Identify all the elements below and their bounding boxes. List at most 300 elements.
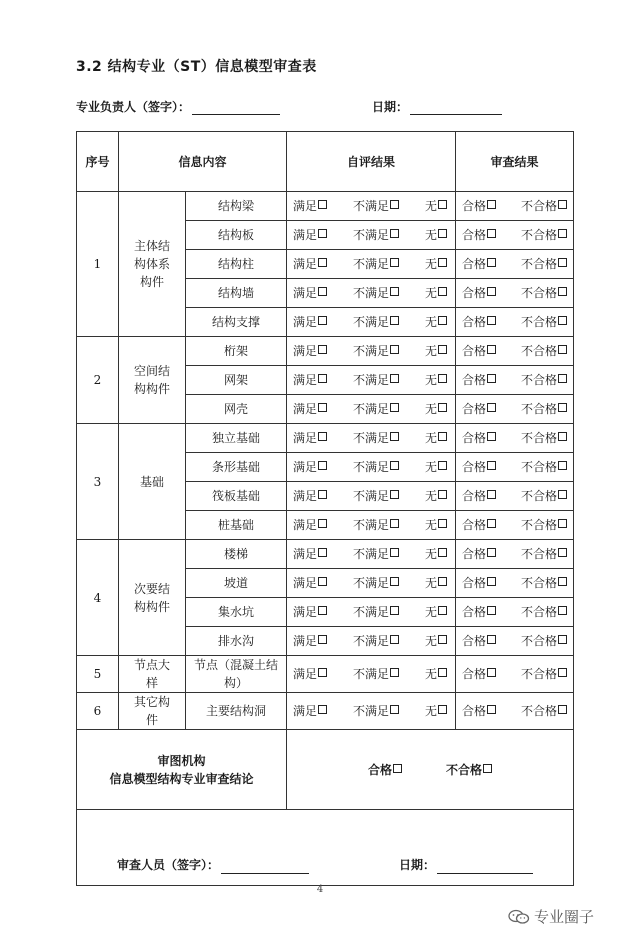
checkbox-icon[interactable] [318, 635, 327, 644]
self-cell [287, 395, 456, 424]
review-option-fail[interactable] [521, 545, 567, 563]
self-option-satisfied-label: 满足 [293, 634, 318, 648]
review-option-fail[interactable] [521, 255, 567, 273]
self-option-none-label: 无 [424, 257, 437, 271]
checkbox-icon[interactable] [438, 229, 447, 238]
self-option-satisfied[interactable] [293, 400, 327, 418]
self-option-none-label: 无 [424, 547, 437, 561]
self-option-satisfied[interactable] [293, 197, 327, 215]
review-option-pass[interactable] [462, 429, 496, 447]
review-cell [456, 279, 574, 308]
self-option-none[interactable] [425, 574, 447, 592]
review-cell [456, 569, 574, 598]
checkbox-icon[interactable] [487, 345, 496, 354]
self-option-satisfied[interactable] [293, 226, 327, 244]
self-option-satisfied[interactable] [293, 665, 327, 683]
review-options [456, 632, 573, 650]
self-option-satisfied[interactable] [293, 255, 327, 273]
self-option-not-satisfied[interactable] [353, 574, 399, 592]
checkbox-icon[interactable] [487, 668, 496, 677]
review-option-pass-label: 合格 [462, 518, 487, 532]
self-option-none[interactable] [425, 400, 447, 418]
conclusion-label [77, 730, 287, 810]
self-option-not-satisfied[interactable] [353, 255, 399, 273]
checkbox-icon[interactable] [558, 287, 567, 296]
reviewer-signature-blank[interactable] [221, 861, 309, 874]
self-option-not-satisfied[interactable] [353, 665, 399, 683]
checkbox-icon[interactable] [390, 316, 399, 325]
row-seq: 1 [77, 192, 119, 337]
checkbox-icon[interactable] [487, 403, 496, 412]
checkbox-icon[interactable] [318, 403, 327, 412]
review-options [456, 371, 573, 389]
checkbox-icon[interactable] [318, 345, 327, 354]
checkbox-icon[interactable] [438, 606, 447, 615]
review-option-pass[interactable] [462, 665, 496, 683]
checkbox-icon[interactable] [438, 705, 447, 714]
review-option-fail-label: 不合格 [521, 199, 558, 213]
item-label: 集水坑 [218, 605, 255, 619]
review-option-fail[interactable] [521, 342, 567, 360]
checkbox-icon[interactable] [558, 403, 567, 412]
checkbox-icon[interactable] [487, 705, 496, 714]
checkbox-icon[interactable] [318, 258, 327, 267]
review-option-fail[interactable] [521, 632, 567, 650]
self-option-none-label: 无 [424, 704, 437, 718]
review-option-pass-label: 合格 [462, 576, 487, 590]
self-option-satisfied[interactable] [293, 313, 327, 331]
checkbox-icon[interactable] [487, 461, 496, 470]
self-option-not-satisfied[interactable] [353, 313, 399, 331]
self-cell [287, 308, 456, 337]
review-option-pass-label: 合格 [462, 704, 487, 718]
category-label: 节点大样 [133, 658, 170, 690]
checkbox-icon[interactable] [318, 705, 327, 714]
self-option-not-satisfied-label: 不满足 [353, 576, 390, 590]
checkbox-icon[interactable] [558, 490, 567, 499]
checkbox-icon[interactable] [390, 345, 399, 354]
review-option-pass[interactable] [462, 284, 496, 302]
review-option-pass[interactable] [462, 400, 496, 418]
self-option-none[interactable] [425, 284, 447, 302]
review-option-pass-label: 合格 [462, 315, 487, 329]
self-option-none[interactable] [425, 226, 447, 244]
checkbox-icon[interactable] [390, 432, 399, 441]
lead-signature [76, 98, 280, 115]
self-options [287, 516, 455, 534]
checkbox-icon[interactable] [558, 432, 567, 441]
checkbox-icon[interactable] [438, 635, 447, 644]
review-cell [456, 424, 574, 453]
checkbox-icon[interactable] [558, 548, 567, 557]
checkbox-icon[interactable] [318, 490, 327, 499]
checkbox-icon[interactable] [318, 668, 327, 677]
review-option-fail-label: 不合格 [521, 667, 558, 681]
self-cell [287, 693, 456, 730]
review-option-fail[interactable] [521, 574, 567, 592]
checkbox-icon[interactable] [390, 403, 399, 412]
review-option-fail[interactable] [521, 313, 567, 331]
checkbox-icon[interactable] [558, 519, 567, 528]
self-option-not-satisfied-label: 不满足 [353, 634, 390, 648]
self-option-satisfied-label: 满足 [293, 547, 318, 561]
self-option-none[interactable] [425, 255, 447, 273]
checkbox-icon[interactable] [393, 764, 402, 773]
checkbox-icon[interactable] [390, 461, 399, 470]
self-option-satisfied[interactable] [293, 429, 327, 447]
self-option-not-satisfied[interactable] [353, 516, 399, 534]
checkbox-icon[interactable] [438, 577, 447, 586]
item-label: 条形基础 [212, 460, 261, 474]
checkbox-icon[interactable] [483, 764, 492, 773]
review-option-fail[interactable] [521, 487, 567, 505]
review-options [456, 574, 573, 592]
checkbox-icon[interactable] [487, 374, 496, 383]
checkbox-icon[interactable] [487, 287, 496, 296]
checkbox-icon[interactable] [438, 374, 447, 383]
checkbox-icon[interactable] [558, 461, 567, 470]
self-option-satisfied-label: 满足 [293, 460, 318, 474]
review-options [456, 545, 573, 563]
review-option-fail[interactable] [521, 458, 567, 476]
self-cell [287, 221, 456, 250]
review-option-fail[interactable] [521, 400, 567, 418]
self-option-not-satisfied[interactable] [353, 632, 399, 650]
review-option-pass[interactable] [462, 603, 496, 621]
review-option-fail[interactable] [521, 284, 567, 302]
checkbox-icon[interactable] [318, 374, 327, 383]
category-label: 次要结构构件 [133, 581, 170, 614]
self-option-none[interactable] [425, 603, 447, 621]
review-option-fail[interactable] [521, 429, 567, 447]
checkbox-icon[interactable] [487, 229, 496, 238]
checkbox-icon[interactable] [558, 200, 567, 209]
self-option-none-label: 无 [424, 489, 437, 503]
self-option-none-label: 无 [424, 315, 437, 329]
checkbox-icon[interactable] [438, 490, 447, 499]
self-option-not-satisfied[interactable] [353, 197, 399, 215]
self-option-none[interactable] [425, 516, 447, 534]
self-option-none[interactable] [425, 429, 447, 447]
checkbox-icon[interactable] [487, 258, 496, 267]
self-option-none-label: 无 [424, 199, 437, 213]
self-option-not-satisfied[interactable] [353, 545, 399, 563]
checkbox-icon[interactable] [487, 606, 496, 615]
checkbox-icon[interactable] [438, 287, 447, 296]
checkbox-icon[interactable] [487, 577, 496, 586]
review-options [456, 284, 573, 302]
self-option-not-satisfied[interactable] [353, 342, 399, 360]
self-option-not-satisfied-label: 不满足 [353, 460, 390, 474]
self-option-not-satisfied[interactable] [353, 226, 399, 244]
checkbox-icon[interactable] [390, 200, 399, 209]
self-option-not-satisfied[interactable] [353, 400, 399, 418]
footer-date-blank[interactable] [437, 861, 533, 874]
self-option-not-satisfied-label: 不满足 [353, 402, 390, 416]
self-option-none[interactable] [425, 371, 447, 389]
self-option-none[interactable] [425, 545, 447, 563]
checkbox-icon[interactable] [318, 577, 327, 586]
self-option-none[interactable] [425, 632, 447, 650]
checkbox-icon[interactable] [558, 668, 567, 677]
checkbox-icon[interactable] [558, 705, 567, 714]
checkbox-icon[interactable] [390, 490, 399, 499]
self-cell [287, 250, 456, 279]
checkbox-icon[interactable] [390, 229, 399, 238]
review-option-fail[interactable] [521, 603, 567, 621]
self-options [287, 371, 455, 389]
review-option-pass-label: 合格 [462, 667, 487, 681]
review-option-fail-label: 不合格 [521, 344, 558, 358]
self-option-not-satisfied-label: 不满足 [353, 344, 390, 358]
self-option-none-label: 无 [424, 228, 437, 242]
review-option-pass[interactable] [462, 342, 496, 360]
checkbox-icon[interactable] [438, 345, 447, 354]
review-options [456, 516, 573, 534]
checkbox-icon[interactable] [390, 258, 399, 267]
checkbox-icon[interactable] [318, 229, 327, 238]
review-option-pass[interactable] [462, 226, 496, 244]
self-options [287, 313, 455, 331]
row-item [186, 366, 287, 395]
header-date-blank[interactable] [410, 102, 502, 115]
checkbox-icon[interactable] [390, 374, 399, 383]
self-options [287, 487, 455, 505]
checkbox-icon[interactable] [438, 461, 447, 470]
self-option-not-satisfied[interactable] [353, 284, 399, 302]
self-option-not-satisfied[interactable] [353, 603, 399, 621]
review-option-fail-label: 不合格 [521, 315, 558, 329]
self-option-satisfied[interactable] [293, 487, 327, 505]
self-option-none[interactable] [425, 197, 447, 215]
row-item [186, 511, 287, 540]
review-option-pass-label: 合格 [462, 257, 487, 271]
self-options [287, 702, 455, 720]
self-option-satisfied[interactable] [293, 702, 327, 720]
review-option-pass[interactable] [462, 255, 496, 273]
review-option-fail-label: 不合格 [521, 257, 558, 271]
review-option-pass[interactable] [462, 632, 496, 650]
checkbox-icon[interactable] [318, 287, 327, 296]
header-seq: 序号 [77, 132, 119, 192]
row-category [119, 656, 186, 693]
row-item [186, 656, 287, 693]
checkbox-icon[interactable] [558, 606, 567, 615]
checkbox-icon[interactable] [558, 374, 567, 383]
review-option-fail-label: 不合格 [521, 634, 558, 648]
checkbox-icon[interactable] [487, 316, 496, 325]
self-option-satisfied[interactable] [293, 342, 327, 360]
review-option-fail[interactable] [521, 516, 567, 534]
checkbox-icon[interactable] [390, 287, 399, 296]
review-option-fail[interactable] [521, 226, 567, 244]
self-option-satisfied[interactable] [293, 284, 327, 302]
item-label: 楼梯 [224, 547, 249, 561]
item-label: 坡道 [224, 576, 249, 590]
review-cell [456, 453, 574, 482]
review-option-pass[interactable] [462, 574, 496, 592]
self-option-not-satisfied[interactable] [353, 702, 399, 720]
self-option-satisfied-label: 满足 [293, 667, 318, 681]
checkbox-icon[interactable] [318, 519, 327, 528]
item-label: 排水沟 [218, 634, 255, 648]
review-option-pass[interactable] [462, 545, 496, 563]
item-label: 结构柱 [218, 257, 255, 271]
checkbox-icon[interactable] [438, 316, 447, 325]
review-options [456, 702, 573, 720]
self-option-not-satisfied[interactable] [353, 487, 399, 505]
reviewer-signature-label: 审查人员（签字）： [117, 858, 220, 872]
page-title: 3.2 结构专业（ST）信息模型审查表 [76, 59, 317, 75]
review-option-pass[interactable] [462, 487, 496, 505]
checkbox-icon[interactable] [438, 258, 447, 267]
self-option-none-label: 无 [424, 402, 437, 416]
checkbox-icon[interactable] [487, 432, 496, 441]
self-option-none-label: 无 [424, 667, 437, 681]
checkbox-icon[interactable] [390, 548, 399, 557]
item-label: 桩基础 [218, 518, 255, 532]
conclusion-fail[interactable] [446, 763, 492, 777]
checkbox-icon[interactable] [390, 519, 399, 528]
self-options [287, 197, 455, 215]
self-option-satisfied[interactable] [293, 458, 327, 476]
checkbox-icon[interactable] [558, 577, 567, 586]
row-category [119, 424, 186, 540]
self-option-satisfied-label: 满足 [293, 228, 318, 242]
checkbox-icon[interactable] [558, 258, 567, 267]
review-option-fail-label: 不合格 [521, 286, 558, 300]
item-label: 结构梁 [218, 199, 255, 213]
checkbox-icon[interactable] [318, 432, 327, 441]
conclusion-row [77, 730, 574, 810]
checkbox-icon[interactable] [390, 577, 399, 586]
checkbox-icon[interactable] [487, 490, 496, 499]
self-option-not-satisfied-label: 不满足 [353, 228, 390, 242]
checkbox-icon[interactable] [438, 403, 447, 412]
review-option-fail-label: 不合格 [521, 576, 558, 590]
checkbox-icon[interactable] [390, 606, 399, 615]
review-option-fail[interactable] [521, 371, 567, 389]
table-row [77, 337, 574, 366]
self-cell [287, 192, 456, 221]
self-cell [287, 627, 456, 656]
checkbox-icon[interactable] [558, 635, 567, 644]
item-label: 筏板基础 [212, 489, 261, 503]
checkbox-icon[interactable] [318, 316, 327, 325]
self-option-none[interactable] [425, 313, 447, 331]
checkbox-icon[interactable] [438, 668, 447, 677]
checkbox-icon[interactable] [487, 200, 496, 209]
review-cell [456, 308, 574, 337]
checkbox-icon[interactable] [438, 548, 447, 557]
review-option-pass[interactable] [462, 702, 496, 720]
checkbox-icon[interactable] [318, 200, 327, 209]
self-option-not-satisfied-label: 不满足 [353, 667, 390, 681]
self-option-satisfied[interactable] [293, 603, 327, 621]
table-row [77, 656, 574, 693]
self-cell [287, 279, 456, 308]
review-option-pass[interactable] [462, 313, 496, 331]
row-seq: 2 [77, 337, 119, 424]
checkbox-icon[interactable] [487, 635, 496, 644]
review-option-fail[interactable] [521, 702, 567, 720]
checkbox-icon[interactable] [318, 606, 327, 615]
checkbox-icon[interactable] [438, 200, 447, 209]
self-option-not-satisfied-label: 不满足 [353, 489, 390, 503]
row-category [119, 337, 186, 424]
self-option-not-satisfied[interactable] [353, 458, 399, 476]
self-option-satisfied[interactable] [293, 632, 327, 650]
self-option-none-label: 无 [424, 576, 437, 590]
checkbox-icon[interactable] [558, 229, 567, 238]
checkbox-icon[interactable] [390, 705, 399, 714]
checkbox-icon[interactable] [487, 519, 496, 528]
self-option-satisfied[interactable] [293, 545, 327, 563]
review-option-pass-label: 合格 [462, 344, 487, 358]
footer-cell [77, 810, 574, 886]
item-label: 网架 [224, 373, 249, 387]
self-cell [287, 540, 456, 569]
row-item [186, 279, 287, 308]
wechat-icon [508, 909, 530, 925]
item-label: 节点（混凝土结构） [194, 658, 279, 690]
conclusion-pass[interactable] [368, 763, 402, 777]
checkbox-icon[interactable] [558, 345, 567, 354]
self-option-not-satisfied[interactable] [353, 429, 399, 447]
lead-signature-blank[interactable] [192, 102, 280, 115]
checkbox-icon[interactable] [318, 548, 327, 557]
checkbox-icon[interactable] [438, 432, 447, 441]
review-option-pass[interactable] [462, 197, 496, 215]
item-label: 结构支撑 [212, 315, 261, 329]
self-option-satisfied-label: 满足 [293, 704, 318, 718]
row-item [186, 395, 287, 424]
row-item [186, 627, 287, 656]
review-options [456, 342, 573, 360]
review-option-pass[interactable] [462, 458, 496, 476]
self-option-none[interactable] [425, 342, 447, 360]
self-option-satisfied[interactable] [293, 371, 327, 389]
self-option-satisfied-label: 满足 [293, 286, 318, 300]
self-option-none[interactable] [425, 702, 447, 720]
self-options [287, 603, 455, 621]
self-option-none[interactable] [425, 665, 447, 683]
checkbox-icon[interactable] [438, 519, 447, 528]
checkbox-icon[interactable] [318, 461, 327, 470]
review-cell [456, 482, 574, 511]
checkbox-icon[interactable] [558, 316, 567, 325]
conclusion-pass-label: 合格 [368, 762, 393, 777]
self-option-not-satisfied[interactable] [353, 371, 399, 389]
review-option-fail[interactable] [521, 665, 567, 683]
checkbox-icon[interactable] [390, 668, 399, 677]
self-option-satisfied[interactable] [293, 516, 327, 534]
review-options [456, 603, 573, 621]
review-option-pass[interactable] [462, 516, 496, 534]
row-category [119, 192, 186, 337]
self-option-satisfied[interactable] [293, 574, 327, 592]
checkbox-icon[interactable] [487, 548, 496, 557]
self-option-none[interactable] [425, 458, 447, 476]
lead-signature-label: 专业负责人（签字）： [76, 100, 191, 114]
row-item [186, 482, 287, 511]
checkbox-icon[interactable] [390, 635, 399, 644]
self-option-none[interactable] [425, 487, 447, 505]
review-option-pass[interactable] [462, 371, 496, 389]
review-option-fail-label: 不合格 [521, 518, 558, 532]
self-option-not-satisfied-label: 不满足 [353, 315, 390, 329]
review-option-fail[interactable] [521, 197, 567, 215]
